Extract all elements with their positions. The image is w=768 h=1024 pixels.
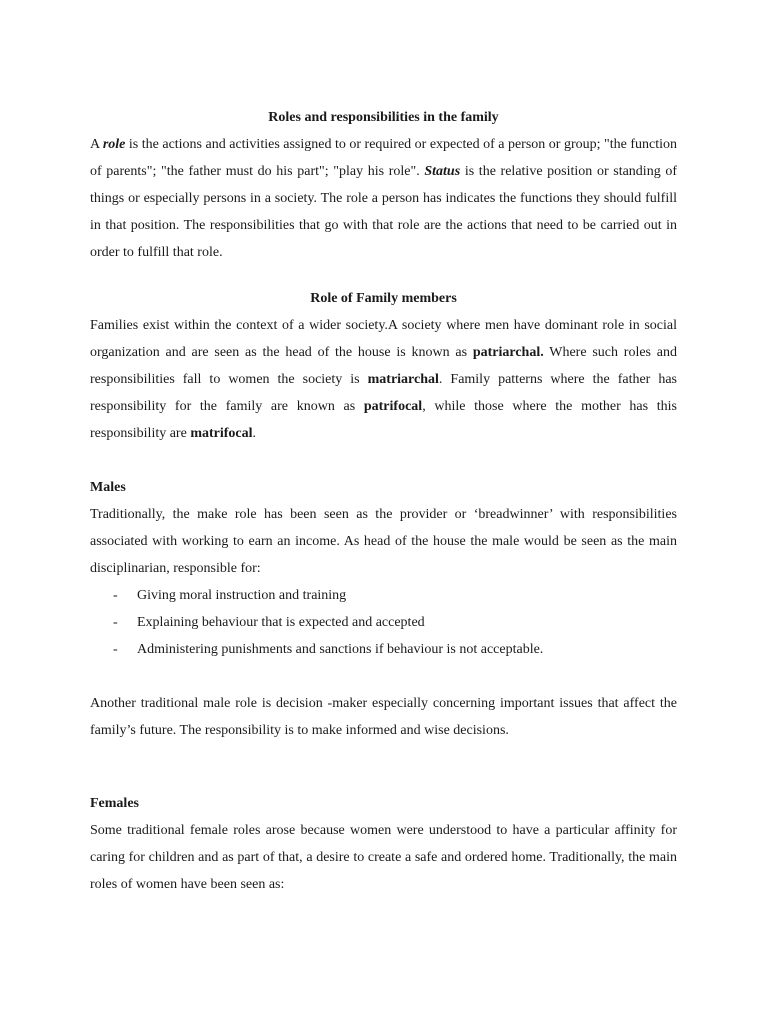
spacer (90, 663, 677, 690)
term-patrifocal: patrifocal (363, 399, 423, 414)
paragraph-family-members (90, 312, 677, 447)
paragraph-males-intro: Traditionally, the make role has been seen as the provider or ‘breadwinner’ with responsibilities associated with working to earn an income. As head of the house the male would be seen as the main disciplinarian, responsible for: (90, 507, 677, 576)
list-item-text: Explaining behaviour that is expected and accepted (137, 615, 425, 630)
paragraph-role-definition (90, 131, 677, 266)
bullet-dash: - (113, 642, 118, 657)
list-item-text: Giving moral instruction and training (137, 588, 347, 603)
bullet-dash: - (113, 588, 118, 603)
term-patriarchal: patriarchal. (472, 345, 544, 360)
text-run: is the actions and activities assigned to or required or expected of a person or group; "the function of parents"; "the father must do his part"; "play his role". (90, 137, 677, 179)
text-run: . Family patterns where the father has responsibility for the family are known as (90, 372, 677, 414)
list-item (90, 582, 677, 609)
subheading-males: Males (90, 480, 126, 495)
paragraph-males-decision-maker: Another traditional male role is decision -maker especially concerning important issues that affect the family’s future. The responsibility is to make informed and wise decisions. (90, 696, 677, 738)
term-status: Status (424, 164, 461, 179)
term-matriarchal: matriarchal (367, 372, 439, 387)
text-run: Where such roles and responsibilities fall to women the society is (90, 345, 677, 387)
text-run: . (252, 426, 257, 441)
term-role: role (102, 137, 126, 152)
term-matrifocal: matrifocal (190, 426, 253, 441)
list-item (90, 609, 677, 636)
text-run: , while those where the mother has this responsibility are (90, 399, 677, 441)
subheading-females: Females (90, 796, 139, 811)
section-title-family-members: Role of Family members (310, 291, 457, 306)
document-page (90, 104, 677, 898)
list-item (90, 636, 677, 663)
text-run: A (90, 137, 103, 152)
bullet-list-male-responsibilities (90, 582, 677, 663)
paragraph-females-intro: Some traditional female roles arose because women were understood to have a particular affinity for caring for children and as part of that, a desire to create a safe and ordered home. Traditionally, the main roles of women have been seen as: (90, 823, 677, 892)
text-run: Families exist within the context of a wider society.A society where men have dominant role in social organization and are seen as the head of the house is known as (90, 318, 677, 360)
spacer (90, 447, 677, 474)
spacer (90, 266, 677, 285)
bullet-dash: - (113, 615, 118, 630)
list-item-text: Administering punishments and sanctions if behaviour is not acceptable. (137, 642, 544, 657)
section-title-roles: Roles and responsibilities in the family (268, 110, 499, 125)
text-run: is the relative position or standing of things or especially persons in a society. The role a person has indicates the functions they should fulfill in that position. The responsibilities that go with that role are the actions that need to be carried out in order to fulfill that role. (90, 164, 678, 260)
spacer (90, 744, 677, 790)
